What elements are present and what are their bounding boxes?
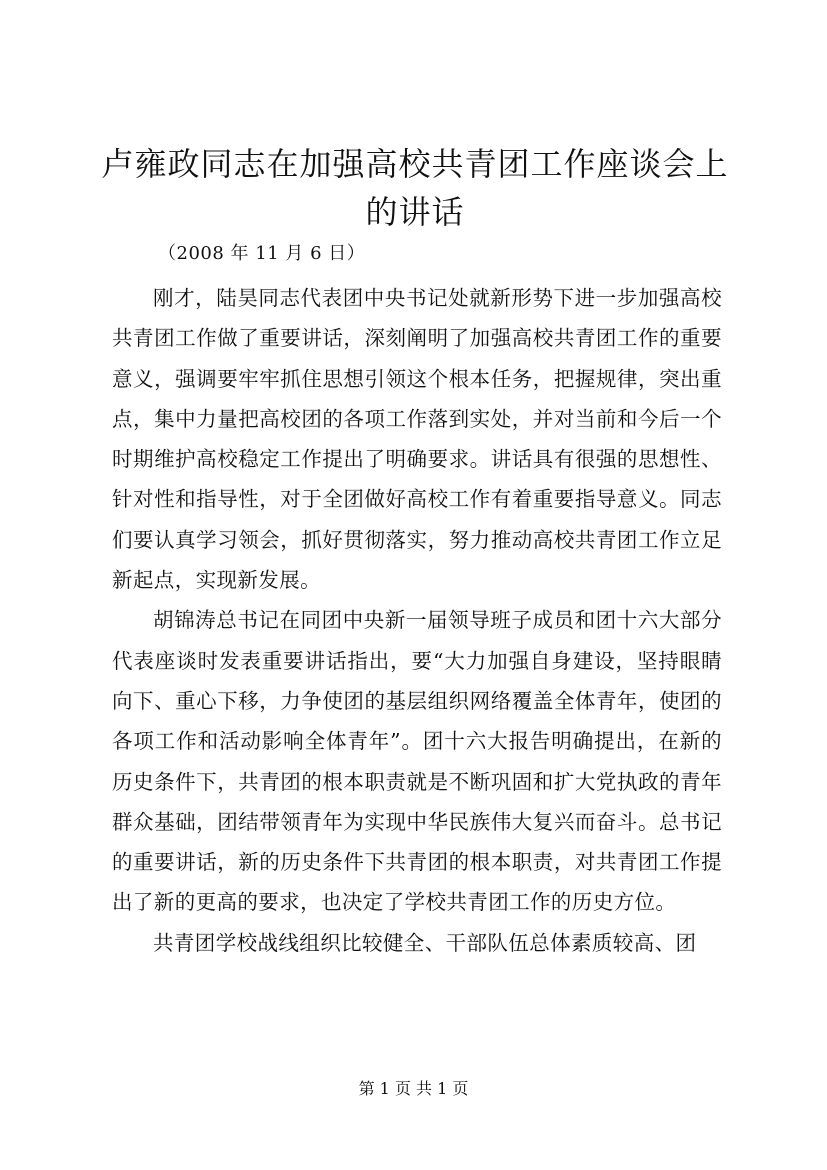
paragraph-2: 胡锦涛总书记在同团中央新一届领导班子成员和团十六大部分代表座谈时发表重要讲话指出，要“大力加强自身建设，坚持眼睛向下、重心下移，力争使团的基层组织网络覆盖全体青年，使团的各项工作和活动影响全体青年”。团十六大报告明确提出，在新的历史条件下，共青团的根本职责就是不断巩固和扩大党执政的青年群众基础，团结带领青年为实现中华民族伟大复兴而奋斗。总书记的重要讲话，新的历史条件下共青团的根本职责，对共青团工作提出了新的更高的要求，也决定了学校共青团工作的历史方位。 (112, 608, 722, 915)
paragraph-1: 刚才，陆昊同志代表团中央书记处就新形势下进一步加强高校共青团工作做了重要讲话，深刻阐明了加强高校共青团工作的重要意义，强调要牢牢抓住思想引领这个根本任务，把握规律，突出重点，集中力量把高校团的各项工作落到实处，并对当前和今后一个时期维护高校稳定工作提出了明确要求。讲话具有很强的思想性、针对性和指导性，对于全团做好高校工作有着重要指导意义。同志们要认真学习领会，抓好贯彻落实，努力推动高校共青团工作立足新起点，实现新发展。 (112, 286, 722, 593)
page-footer: 第 1 页 共 1 页 (358, 1079, 469, 1098)
paragraph-3: 共青团学校战线组织比较健全、干部队伍总体素质较高、团 (153, 930, 697, 955)
document-title: 卢雍政同志在加强高校共青团工作座谈会上的讲话 (101, 145, 729, 231)
document-body (112, 278, 722, 963)
document-date: （2008 年 11 月 6 日） (158, 243, 366, 264)
